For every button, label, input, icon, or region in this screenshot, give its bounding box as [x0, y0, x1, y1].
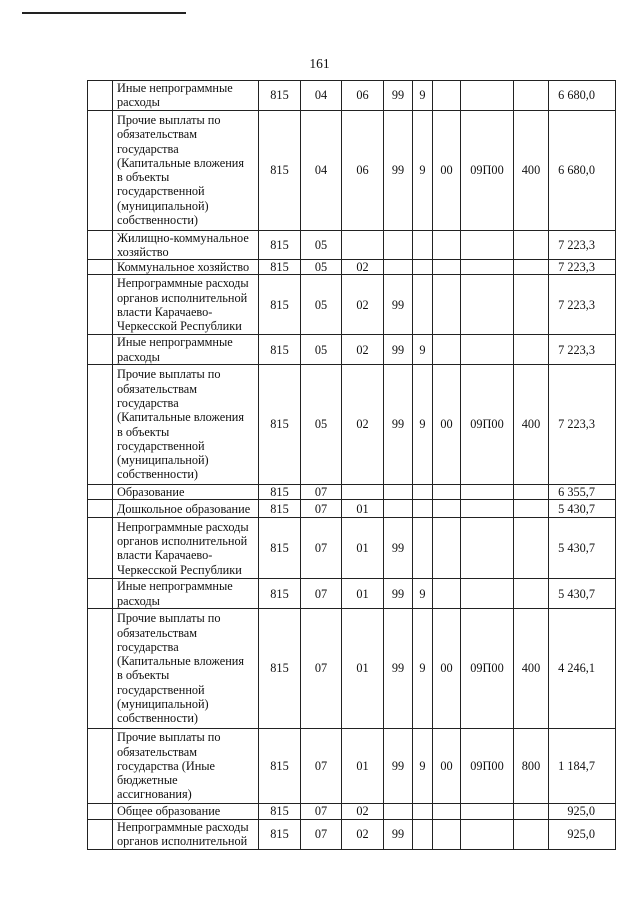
cell-p1: 99 [384, 728, 413, 803]
cell-sum: 5 430,7 [549, 500, 616, 518]
cell-rz: 07 [301, 500, 342, 518]
cell-p1: 99 [384, 365, 413, 485]
cell-gr: 815 [259, 608, 301, 728]
cell-p2 [413, 803, 433, 819]
cell-p4 [461, 275, 514, 335]
cell-p3 [433, 275, 461, 335]
table-row [88, 110, 616, 230]
cell-rz: 05 [301, 365, 342, 485]
cell-pr: 02 [342, 335, 384, 365]
cell-p2 [413, 485, 433, 500]
cell-gr: 815 [259, 335, 301, 365]
table-row [88, 803, 616, 819]
cell-vr [514, 260, 549, 275]
cell-vr [514, 579, 549, 609]
cell-rz: 07 [301, 518, 342, 579]
cell-p2: 9 [413, 728, 433, 803]
cell-pr: 02 [342, 803, 384, 819]
cell-gr: 815 [259, 485, 301, 500]
cell-p1 [384, 260, 413, 275]
cell-p1 [384, 230, 413, 260]
cell-p3 [433, 81, 461, 111]
cell-gr: 815 [259, 819, 301, 849]
cell-p2 [413, 819, 433, 849]
cell-p3 [433, 485, 461, 500]
budget-table-body [88, 81, 616, 850]
table-row [88, 500, 616, 518]
cell-name: Общее образование [113, 803, 259, 819]
cell-name: Жилищно-коммунальное хозяйство [113, 230, 259, 260]
cell-p3 [433, 518, 461, 579]
cell-p3 [433, 500, 461, 518]
cell-p2 [413, 260, 433, 275]
cell-p4 [461, 81, 514, 111]
cell-gr: 815 [259, 260, 301, 275]
cell-vr: 400 [514, 110, 549, 230]
cell-pr: 02 [342, 819, 384, 849]
cell-p2: 9 [413, 365, 433, 485]
cell-pr: 01 [342, 500, 384, 518]
cell-p3 [433, 335, 461, 365]
cell-p4 [461, 230, 514, 260]
cell-p3: 00 [433, 365, 461, 485]
cell-pr: 01 [342, 518, 384, 579]
budget-table [87, 80, 616, 850]
row-index-cell [88, 275, 113, 335]
cell-rz: 05 [301, 335, 342, 365]
cell-sum: 5 430,7 [549, 518, 616, 579]
cell-sum: 4 246,1 [549, 608, 616, 728]
cell-p1 [384, 500, 413, 518]
cell-name: Иные непрограммные расходы [113, 579, 259, 609]
cell-p4 [461, 819, 514, 849]
cell-name: Прочие выплаты по обязательствам государства (Капитальные вложения в объекты государственной (муниципальной) собственности) [113, 110, 259, 230]
cell-p3 [433, 260, 461, 275]
cell-sum: 7 223,3 [549, 260, 616, 275]
cell-p4: 09П00 [461, 365, 514, 485]
table-row [88, 335, 616, 365]
cell-p1 [384, 485, 413, 500]
cell-p1: 99 [384, 518, 413, 579]
table-row [88, 275, 616, 335]
cell-vr [514, 518, 549, 579]
table-row [88, 579, 616, 609]
cell-pr: 06 [342, 81, 384, 111]
cell-rz: 07 [301, 819, 342, 849]
cell-p2: 9 [413, 110, 433, 230]
cell-pr: 01 [342, 728, 384, 803]
table-row [88, 608, 616, 728]
row-index-cell [88, 579, 113, 609]
cell-vr [514, 335, 549, 365]
cell-sum: 6 680,0 [549, 81, 616, 111]
cell-rz: 04 [301, 81, 342, 111]
cell-p4 [461, 500, 514, 518]
cell-gr: 815 [259, 230, 301, 260]
cell-name: Прочие выплаты по обязательствам государства (Капитальные вложения в объекты государственной (муниципальной) собственности) [113, 608, 259, 728]
cell-gr: 815 [259, 365, 301, 485]
cell-sum: 1 184,7 [549, 728, 616, 803]
cell-name: Непрограммные расходы органов исполнительной власти Карачаево- Черкесской Республики [113, 518, 259, 579]
cell-p2 [413, 230, 433, 260]
cell-pr: 02 [342, 260, 384, 275]
table-row [88, 230, 616, 260]
cell-p2 [413, 275, 433, 335]
cell-gr: 815 [259, 500, 301, 518]
cell-vr [514, 500, 549, 518]
cell-sum: 6 355,7 [549, 485, 616, 500]
cell-rz: 05 [301, 275, 342, 335]
cell-p1: 99 [384, 608, 413, 728]
row-index-cell [88, 110, 113, 230]
cell-name: Иные непрограммные расходы [113, 335, 259, 365]
cell-name: Дошкольное образование [113, 500, 259, 518]
cell-vr [514, 485, 549, 500]
cell-p1: 99 [384, 275, 413, 335]
cell-p1: 99 [384, 335, 413, 365]
cell-name: Коммунальное хозяйство [113, 260, 259, 275]
cell-gr: 815 [259, 275, 301, 335]
cell-p4: 09П00 [461, 110, 514, 230]
table-row [88, 485, 616, 500]
row-index-cell [88, 81, 113, 111]
cell-sum: 7 223,3 [549, 275, 616, 335]
row-index-cell [88, 260, 113, 275]
table-row [88, 518, 616, 579]
cell-p2: 9 [413, 608, 433, 728]
cell-pr: 06 [342, 110, 384, 230]
cell-rz: 05 [301, 260, 342, 275]
cell-p3: 00 [433, 110, 461, 230]
cell-sum: 6 680,0 [549, 110, 616, 230]
cell-p1: 99 [384, 579, 413, 609]
cell-rz: 07 [301, 803, 342, 819]
cell-name: Непрограммные расходы органов исполнительной [113, 819, 259, 849]
cell-gr: 815 [259, 579, 301, 609]
cell-p3: 00 [433, 608, 461, 728]
row-index-cell [88, 365, 113, 485]
cell-p2: 9 [413, 335, 433, 365]
cell-pr: 02 [342, 275, 384, 335]
cell-p3 [433, 819, 461, 849]
cell-p4 [461, 579, 514, 609]
cell-p1 [384, 803, 413, 819]
row-index-cell [88, 485, 113, 500]
cell-pr: 01 [342, 579, 384, 609]
cell-gr: 815 [259, 728, 301, 803]
cell-pr [342, 230, 384, 260]
cell-gr: 815 [259, 803, 301, 819]
cell-name: Образование [113, 485, 259, 500]
cell-vr [514, 803, 549, 819]
table-row [88, 728, 616, 803]
cell-p2: 9 [413, 81, 433, 111]
cell-sum: 5 430,7 [549, 579, 616, 609]
cell-gr: 815 [259, 518, 301, 579]
cell-sum: 925,0 [549, 819, 616, 849]
cell-p2: 9 [413, 579, 433, 609]
cell-rz: 07 [301, 728, 342, 803]
cell-name: Непрограммные расходы органов исполнительной власти Карачаево- Черкесской Республики [113, 275, 259, 335]
row-index-cell [88, 728, 113, 803]
cell-vr [514, 230, 549, 260]
cell-rz: 04 [301, 110, 342, 230]
cell-p1: 99 [384, 110, 413, 230]
row-index-cell [88, 230, 113, 260]
row-index-cell [88, 335, 113, 365]
cell-sum: 7 223,3 [549, 335, 616, 365]
cell-p4 [461, 335, 514, 365]
cell-name: Прочие выплаты по обязательствам государства (Капитальные вложения в объекты государственной (муниципальной) собственности) [113, 365, 259, 485]
cell-p4: 09П00 [461, 728, 514, 803]
cell-vr: 400 [514, 365, 549, 485]
cell-p4 [461, 803, 514, 819]
table-row [88, 260, 616, 275]
cell-vr [514, 275, 549, 335]
cell-gr: 815 [259, 110, 301, 230]
cell-p2 [413, 500, 433, 518]
row-index-cell [88, 518, 113, 579]
cell-pr: 02 [342, 365, 384, 485]
cell-p4 [461, 260, 514, 275]
cell-pr [342, 485, 384, 500]
cell-rz: 05 [301, 230, 342, 260]
header-rule [22, 12, 186, 14]
cell-p4: 09П00 [461, 608, 514, 728]
cell-p1: 99 [384, 81, 413, 111]
row-index-cell [88, 803, 113, 819]
cell-vr: 800 [514, 728, 549, 803]
cell-gr: 815 [259, 81, 301, 111]
cell-rz: 07 [301, 485, 342, 500]
cell-p3 [433, 579, 461, 609]
table-row [88, 365, 616, 485]
table-row [88, 819, 616, 849]
row-index-cell [88, 608, 113, 728]
cell-vr: 400 [514, 608, 549, 728]
cell-sum: 7 223,3 [549, 365, 616, 485]
cell-rz: 07 [301, 579, 342, 609]
cell-vr [514, 81, 549, 111]
cell-name: Прочие выплаты по обязательствам государства (Иные бюджетные ассигнования) [113, 728, 259, 803]
cell-name: Иные непрограммные расходы [113, 81, 259, 111]
table-row [88, 81, 616, 111]
cell-p2 [413, 518, 433, 579]
cell-p4 [461, 485, 514, 500]
cell-sum: 925,0 [549, 803, 616, 819]
cell-pr: 01 [342, 608, 384, 728]
cell-sum: 7 223,3 [549, 230, 616, 260]
row-index-cell [88, 500, 113, 518]
cell-p4 [461, 518, 514, 579]
cell-p3: 00 [433, 728, 461, 803]
page-number: 161 [309, 56, 330, 71]
row-index-cell [88, 819, 113, 849]
cell-p3 [433, 230, 461, 260]
cell-rz: 07 [301, 608, 342, 728]
cell-p1: 99 [384, 819, 413, 849]
cell-vr [514, 819, 549, 849]
cell-p3 [433, 803, 461, 819]
